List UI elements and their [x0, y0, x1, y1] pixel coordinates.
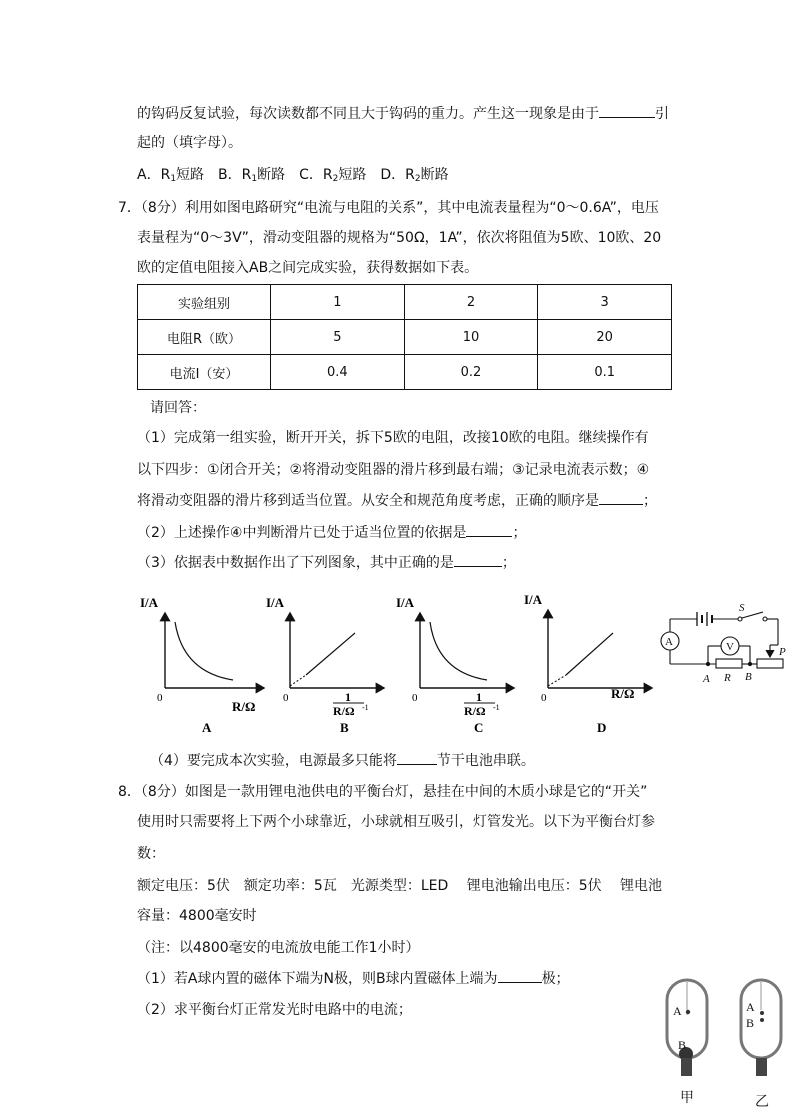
q7-sub1-a: （1）完成第一组实验，断开开关，拆下5欧的电阻，改接10欧的电阻。继续操作有 [137, 430, 649, 446]
q7-sub1-text: 将滑动变阻器的滑片移到适当位置。从安全和规范角度考虑，正确的顺序是 [137, 493, 599, 509]
q8-line-2: 使用时只需要将上下两个小球靠近，小球就相互吸引，灯管发光。以下为平衡台灯参 [137, 814, 655, 830]
q7-sub3-end: ； [501, 555, 516, 571]
q7-line-2: 表量程为“0～3V”，滑动变阻器的规格为“50Ω，1A”，依次将阻值为5欧、10欧、20 [137, 230, 662, 246]
q7-sub2-end: ； [512, 525, 527, 541]
point-b-label: B [745, 671, 752, 683]
origin-label: 0 [412, 692, 418, 704]
table-cell: 电流I（安） [138, 355, 271, 390]
table-cell: 3 [538, 285, 672, 320]
lamp-figures [667, 980, 781, 1110]
origin-label: 0 [541, 692, 547, 704]
point-a-label: A [703, 673, 710, 685]
graph-label-b: B [340, 720, 349, 735]
q7-line-3: 欧的定值电阻接入AB之间完成实验，获得数据如下表。 [137, 260, 479, 276]
q7-sub1-end: ； [643, 493, 657, 509]
q8-params: 额定电压：5伏 额定功率：5瓦 光源类型：LED 锂电池输出电压：5伏 锂电池 [137, 878, 663, 894]
q8-line-3: 数： [137, 846, 165, 862]
x-axis-exponent: -1 [493, 703, 500, 712]
lamp-left[interactable] [667, 980, 707, 1076]
q6-text: 的钩码反复试验，每次读数都不同且大于钩码的重力。产生这一现象是由于 [137, 106, 599, 122]
lamp-right[interactable] [741, 980, 781, 1076]
graph-b[interactable] [266, 595, 384, 735]
option-a[interactable]: A．R [137, 167, 171, 183]
x-axis-exponent: -1 [362, 703, 369, 712]
ball-b-label: B [746, 1016, 755, 1030]
q7-prompt: 请回答： [150, 400, 206, 416]
graph-label-a: A [202, 720, 212, 735]
subscript: 2 [414, 174, 421, 184]
graph-c[interactable] [396, 595, 514, 735]
table-cell: 0.4 [271, 355, 405, 390]
table-cell: 电阻R（欧） [138, 320, 271, 355]
q8-sub1-end: 极； [541, 971, 570, 987]
table-cell: 20 [538, 320, 672, 355]
q8-capacity: 容量：4800毫安时 [137, 908, 257, 924]
graph-a[interactable] [140, 595, 264, 735]
option-d[interactable]: 短路 D．R [338, 167, 415, 183]
answer-blank[interactable] [498, 968, 542, 983]
x-axis-denominator: R/Ω [333, 704, 355, 718]
origin-label: 0 [283, 692, 289, 704]
q7-line-1: 7．（8分）利用如图电路研究“电流与电阻的关系”，其中电流表量程为“0～0.6A”，电压 [118, 200, 659, 216]
switch-label: S [739, 602, 745, 614]
ammeter-label: A [665, 636, 673, 648]
q7-sub4-text: （4）要完成本次实验，电源最多只能将 [150, 753, 397, 769]
q8-note: （注：以4800毫安的电流放电能工作1小时） [137, 940, 420, 956]
q7-sub2-text: （2）上述操作④中判断滑片已处于适当位置的依据是 [137, 525, 467, 541]
lamp-right-caption: 乙 [755, 1095, 769, 1110]
table-cell: 5 [271, 320, 405, 355]
q8-sub1 [137, 968, 570, 989]
ball-a-label: A [673, 1004, 682, 1018]
q8-sub1-text: （1）若A球内置的磁体下端为N极，则B球内置磁体上端为 [137, 971, 498, 987]
option-b[interactable]: 短路 B．R [176, 167, 252, 183]
circuit-diagram[interactable] [661, 612, 783, 668]
ball-b-label: B [678, 1038, 687, 1052]
table-cell: 实验组别 [138, 285, 271, 320]
q8-line-1: 8．（8分）如图是一款用锂电池供电的平衡台灯，悬挂在中间的木质小球是它的“开关” [118, 784, 648, 800]
ball-a-label: A [746, 1000, 755, 1014]
q7-sub4-end: 节干电池串联。 [436, 753, 535, 769]
y-axis-label: I/A [396, 595, 415, 610]
voltmeter-label: V [726, 641, 734, 653]
table-cell: 0.1 [538, 355, 672, 390]
x-axis-label: R/Ω [232, 699, 256, 714]
answer-blank[interactable] [397, 750, 437, 765]
graph-label-c: C [474, 720, 484, 735]
y-axis-label: I/A [140, 595, 159, 610]
slider-label: P [779, 646, 786, 658]
q6-line-2: 起的（填字母）。 [137, 135, 242, 151]
x-axis-numerator: 1 [476, 690, 482, 704]
graph-d[interactable] [524, 592, 652, 735]
x-axis-denominator: R/Ω [464, 704, 486, 718]
subscript: 1 [251, 174, 258, 184]
q7-sub3-text: （3）依据表中数据作出了下列图象，其中正确的是 [137, 555, 454, 571]
q7-sub4 [150, 750, 535, 771]
table-cell: 0.2 [404, 355, 538, 390]
subscript: 2 [332, 174, 339, 184]
q8-sub2: （2）求平衡台灯正常发光时电路中的电流； [137, 1002, 412, 1018]
table-cell: 10 [404, 320, 538, 355]
y-axis-label: I/A [524, 592, 543, 607]
subscript: 1 [170, 174, 177, 184]
origin-label: 0 [157, 692, 163, 704]
q7-sub1-b: 以下四步：①闭合开关；②将滑动变阻器的滑片移到最右端；③记录电流表示数；④ [137, 462, 650, 478]
y-axis-label: I/A [266, 595, 285, 610]
option-c[interactable]: 断路 C．R [257, 167, 333, 183]
resistor-label: R [724, 672, 731, 684]
lamp-left-caption: 甲 [680, 1091, 694, 1106]
x-axis-numerator: 1 [345, 690, 351, 704]
q6-text-end: 引 [655, 106, 669, 122]
x-axis-label: R/Ω [611, 686, 635, 701]
table-cell: 2 [404, 285, 538, 320]
graph-label-d: D [597, 720, 607, 735]
option-d-end: 断路 [420, 167, 449, 183]
table-cell: 1 [271, 285, 405, 320]
